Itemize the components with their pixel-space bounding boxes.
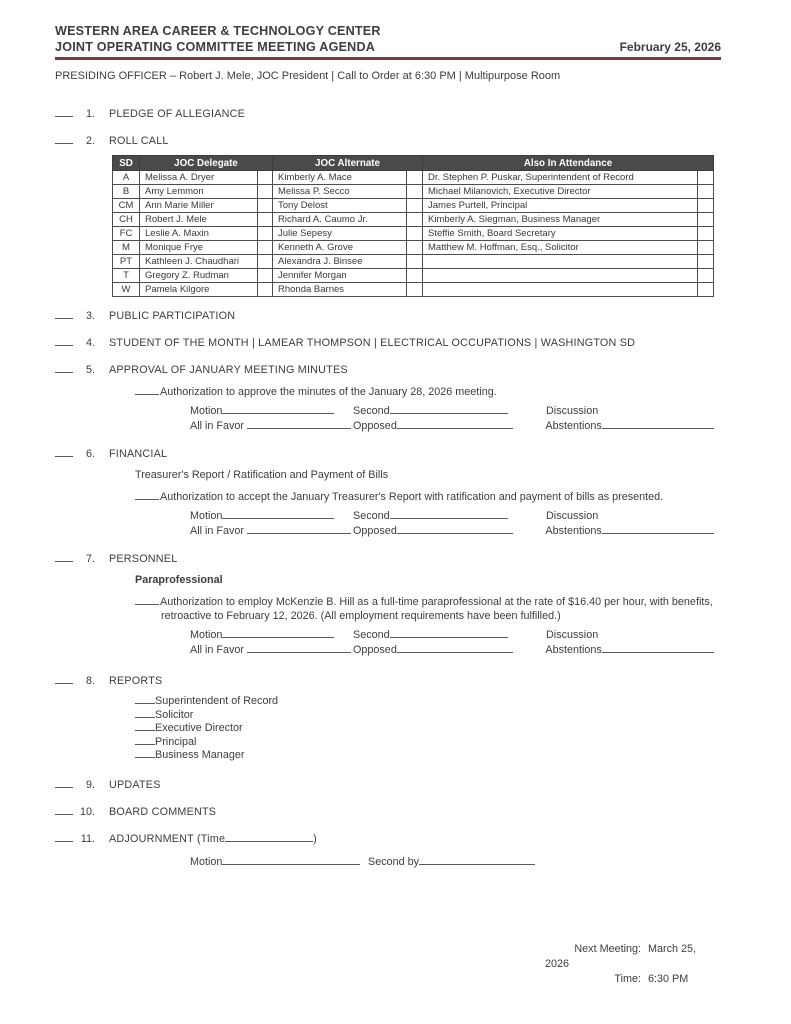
- report-list-item: [135, 736, 721, 750]
- check-cell: [407, 213, 423, 227]
- agenda-item-personnel: [55, 553, 721, 565]
- table-row: [113, 199, 714, 213]
- time-blank-line: [225, 833, 313, 842]
- item-number: 9.: [85, 778, 95, 791]
- second-label: Second: [353, 405, 390, 417]
- second-blank-line: [390, 405, 508, 414]
- check-cell: [698, 185, 714, 199]
- blank-line: [55, 806, 73, 815]
- check-cell: [407, 283, 423, 297]
- vote-row: [190, 643, 721, 658]
- opposed-blank-line: [397, 525, 513, 534]
- check-cell: [407, 269, 423, 283]
- authorization-label: Authorization to approve the minutes of the January 28, 2026 meeting.: [160, 386, 497, 398]
- vote-row: [190, 404, 721, 419]
- item-label: ADJOURNMENT (Time: [109, 832, 226, 845]
- abstentions-label: Abstentions: [545, 525, 602, 537]
- adjournment-motion-row: [190, 856, 721, 868]
- delegate-cell: Amy Lemmon: [140, 185, 258, 199]
- column-header-delegate: JOC Delegate: [140, 156, 273, 171]
- check-cell: [698, 269, 714, 283]
- all-in-favor-label: All in Favor: [190, 644, 245, 656]
- column-header-alternate: JOC Alternate: [273, 156, 423, 171]
- report-list-item: [135, 749, 721, 763]
- column-header-sd: SD: [113, 156, 140, 171]
- agenda-item-board-comments: [55, 806, 721, 818]
- authorization-text: [135, 385, 715, 399]
- check-cell: [258, 241, 273, 255]
- agenda-item-minutes-approval: [55, 364, 721, 376]
- presiding-officer-line: PRESIDING OFFICER – Robert J. Mele, JOC President | Call to Order at 6:30 PM | Multipurpose Room: [55, 70, 561, 82]
- check-cell: [698, 199, 714, 213]
- authorization-label: Authorization to accept the January Treasurer's Report with ratification and payment of bills as presented.: [160, 491, 664, 503]
- vote-block: [190, 404, 721, 434]
- table-row: [113, 283, 714, 297]
- blank-line: [55, 310, 73, 319]
- table-row: [113, 185, 714, 199]
- check-cell: [258, 227, 273, 241]
- item-label: BOARD COMMENTS: [109, 805, 217, 818]
- item-number: 4.: [85, 337, 95, 349]
- motion-label: Motion: [190, 629, 223, 641]
- attendance-cell: James Purtell, Principal: [423, 199, 698, 213]
- blank-line: [135, 709, 155, 718]
- time-label: Time:: [614, 972, 641, 985]
- blank-line: [135, 491, 159, 500]
- item-number: 11.: [80, 832, 95, 845]
- table-row: [113, 227, 714, 241]
- blank-line: [135, 386, 159, 395]
- report-list-item: [135, 709, 721, 723]
- delegate-cell: Leslie A. Maxin: [140, 227, 258, 241]
- blank-line: [135, 596, 159, 605]
- blank-line: [135, 695, 155, 704]
- blank-line: [55, 135, 73, 144]
- motion-label: Motion: [190, 510, 223, 522]
- all-in-favor-blank-line: [247, 525, 351, 534]
- report-label: Business Manager: [155, 749, 245, 761]
- agenda-item-financial: [55, 448, 721, 460]
- attendance-cell: [423, 269, 698, 283]
- table-header-row: [113, 156, 714, 171]
- check-cell: [407, 171, 423, 185]
- check-cell: [407, 227, 423, 241]
- alternate-cell: Rhonda Barnes: [273, 283, 407, 297]
- item-label: UPDATES: [109, 778, 161, 791]
- table-row: [113, 171, 714, 185]
- next-meeting-time-row: [545, 972, 721, 987]
- blank-line: [55, 364, 73, 373]
- sd-cell: PT: [113, 255, 140, 269]
- alternate-cell: Richard A. Caumo Jr.: [273, 213, 407, 227]
- attendance-cell: Kimberly A. Siegman, Business Manager: [423, 213, 698, 227]
- check-cell: [258, 283, 273, 297]
- alternate-cell: Jennifer Morgan: [273, 269, 407, 283]
- blank-line: [55, 553, 73, 562]
- check-cell: [407, 199, 423, 213]
- sd-cell: W: [113, 283, 140, 297]
- item-label: FINANCIAL: [109, 448, 168, 460]
- check-cell: [407, 241, 423, 255]
- report-label: Principal: [155, 735, 197, 748]
- authorization-label: Authorization to employ McKenzie B. Hill as a full-time paraprofessional at the rate of $16.40 per hour, with benefits, retroactive to February 12, 2026. (All employment requirements have been fulfilled.): [160, 596, 713, 622]
- next-meeting-date: March 25, 2026: [545, 942, 697, 970]
- blank-line: [55, 337, 73, 346]
- attendance-cell: Steffie Smith, Board Secretary: [423, 227, 698, 241]
- check-cell: [698, 255, 714, 269]
- attendance-cell: Dr. Stephen P. Puskar, Superintendent of Record: [423, 171, 698, 185]
- item-number: 5.: [85, 364, 95, 376]
- opposed-label: Opposed: [353, 644, 397, 656]
- table-row: [113, 241, 714, 255]
- check-cell: [258, 269, 273, 283]
- blank-line: [55, 448, 73, 457]
- second-by-blank-line: [419, 856, 535, 865]
- attendance-cell: Michael Milanovich, Executive Director: [423, 185, 698, 199]
- blank-line: [135, 722, 155, 731]
- sd-cell: CH: [113, 213, 140, 227]
- blank-line: [55, 779, 73, 788]
- table-row: [113, 255, 714, 269]
- report-list-item: [135, 695, 721, 709]
- vote-block: [190, 509, 721, 539]
- header-divider-rule: [55, 57, 721, 60]
- agenda-item-pledge: [55, 108, 721, 120]
- column-header-attendance: Also In Attendance: [423, 156, 714, 171]
- attendance-cell: Matthew M. Hoffman, Esq., Solicitor: [423, 241, 698, 255]
- second-blank-line: [390, 510, 508, 519]
- check-cell: [698, 227, 714, 241]
- delegate-cell: Melissa A. Dryer: [140, 171, 258, 185]
- next-meeting-label: Next Meeting:: [574, 942, 641, 955]
- check-cell: [407, 255, 423, 269]
- check-cell: [258, 213, 273, 227]
- alternate-cell: Alexandra J. Binsee: [273, 255, 407, 269]
- item-label: STUDENT OF THE MONTH | LAMEAR THOMPSON | ELECTRICAL OCCUPATIONS | WASHINGTON SD: [109, 337, 636, 349]
- all-in-favor-blank-line: [247, 644, 351, 653]
- authorization-text: [135, 490, 715, 504]
- check-cell: [698, 241, 714, 255]
- opposed-label: Opposed: [353, 420, 397, 432]
- roll-call-table-container: [112, 155, 721, 297]
- abstentions-blank-line: [602, 420, 714, 429]
- item-label: PLEDGE OF ALLEGIANCE: [109, 108, 246, 120]
- check-cell: [258, 255, 273, 269]
- report-list-item: [135, 722, 721, 736]
- sd-cell: B: [113, 185, 140, 199]
- agenda-item-adjournment: [55, 833, 721, 845]
- agenda-item-roll-call: [55, 135, 721, 147]
- abstentions-label: Abstentions: [545, 420, 602, 432]
- opposed-label: Opposed: [353, 525, 397, 537]
- item-label: PERSONNEL: [109, 553, 178, 565]
- check-cell: [698, 213, 714, 227]
- second-by-label: Second by: [368, 855, 420, 868]
- sd-cell: FC: [113, 227, 140, 241]
- abstentions-blank-line: [602, 644, 714, 653]
- all-in-favor-blank-line: [247, 420, 351, 429]
- check-cell: [258, 199, 273, 213]
- item-number: 7.: [85, 553, 95, 565]
- motion-blank-line: [222, 856, 360, 865]
- vote-row: [190, 628, 721, 643]
- roll-call-table: [112, 155, 714, 297]
- document-title: JOINT OPERATING COMMITTEE MEETING AGENDA: [55, 40, 376, 54]
- next-meeting-row: [545, 942, 721, 972]
- check-cell: [698, 171, 714, 185]
- vote-row: [190, 509, 721, 524]
- reports-list: [135, 695, 721, 763]
- agenda-item-student-of-month: [55, 337, 721, 349]
- sd-cell: CM: [113, 199, 140, 213]
- discussion-label: Discussion: [546, 629, 599, 641]
- item-number: 2.: [85, 135, 95, 147]
- abstentions-label: Abstentions: [545, 644, 602, 656]
- opposed-blank-line: [397, 420, 513, 429]
- vote-row: [190, 419, 721, 434]
- vote-row: [190, 524, 721, 539]
- motion-label: Motion: [190, 405, 223, 417]
- report-label: Executive Director: [155, 722, 243, 734]
- table-row: [113, 213, 714, 227]
- alternate-cell: Julie Sepesy: [273, 227, 407, 241]
- check-cell: [407, 185, 423, 199]
- blank-line: [135, 749, 155, 758]
- meeting-date: February 25, 2026: [619, 40, 721, 54]
- report-label: Solicitor: [155, 708, 194, 721]
- item-number: 3.: [85, 310, 95, 322]
- delegate-cell: Pamela Kilgore: [140, 283, 258, 297]
- item-number: 1.: [85, 108, 95, 120]
- item-label: PUBLIC PARTICIPATION: [109, 310, 236, 322]
- document-header: [55, 24, 721, 82]
- blank-line: [55, 833, 73, 842]
- sd-cell: T: [113, 269, 140, 283]
- item-number: 8.: [85, 675, 95, 687]
- second-blank-line: [390, 629, 508, 638]
- discussion-label: Discussion: [546, 510, 599, 522]
- blank-line: [135, 736, 155, 745]
- opposed-blank-line: [397, 644, 513, 653]
- all-in-favor-label: All in Favor: [190, 525, 245, 537]
- motion-blank-line: [222, 405, 334, 414]
- check-cell: [258, 171, 273, 185]
- blank-line: [55, 108, 73, 117]
- time-value: 6:30 PM: [648, 972, 689, 985]
- alternate-cell: Tony Delost: [273, 199, 407, 213]
- alternate-cell: Melissa P. Secco: [273, 185, 407, 199]
- agenda-item-public-participation: [55, 310, 721, 322]
- check-cell: [698, 283, 714, 297]
- item-label: REPORTS: [109, 675, 163, 687]
- item-label: APPROVAL OF JANUARY MEETING MINUTES: [109, 364, 348, 376]
- attendance-cell: [423, 283, 698, 297]
- table-row: [113, 269, 714, 283]
- delegate-cell: Ann Marie Miller: [140, 199, 258, 213]
- alternate-cell: Kenneth A. Grove: [273, 241, 407, 255]
- motion-blank-line: [222, 510, 334, 519]
- agenda-item-reports: [55, 675, 721, 687]
- discussion-label: Discussion: [546, 405, 599, 417]
- paraprofessional-subheading: Paraprofessional: [135, 574, 223, 586]
- item-label: ROLL CALL: [109, 135, 169, 147]
- delegate-cell: Monique Frye: [140, 241, 258, 255]
- item-number: 10.: [79, 805, 95, 818]
- vote-block: [190, 628, 721, 658]
- motion-label: Motion: [190, 855, 223, 868]
- authorization-text: [135, 595, 715, 623]
- check-cell: [258, 185, 273, 199]
- alternate-cell: Kimberly A. Mace: [273, 171, 407, 185]
- sd-cell: A: [113, 171, 140, 185]
- second-label: Second: [353, 510, 390, 522]
- all-in-favor-label: All in Favor: [190, 420, 245, 432]
- second-label: Second: [353, 629, 390, 641]
- delegate-cell: Gregory Z. Rudman: [140, 269, 258, 283]
- sd-cell: M: [113, 241, 140, 255]
- motion-blank-line: [222, 629, 334, 638]
- delegate-cell: Kathleen J. Chaudhari: [140, 255, 258, 269]
- treasurers-report-subheading: Treasurer's Report / Ratification and Payment of Bills: [135, 469, 389, 481]
- item-number: 6.: [85, 448, 95, 460]
- organization-name: WESTERN AREA CAREER & TECHNOLOGY CENTER: [55, 24, 381, 38]
- report-label: Superintendent of Record: [155, 695, 279, 707]
- agenda-item-updates: [55, 779, 721, 791]
- abstentions-blank-line: [602, 525, 714, 534]
- attendance-cell: [423, 255, 698, 269]
- item-label-close-paren: ): [313, 832, 317, 845]
- delegate-cell: Robert J. Mele: [140, 213, 258, 227]
- next-meeting-footer: [545, 942, 721, 987]
- blank-line: [55, 675, 73, 684]
